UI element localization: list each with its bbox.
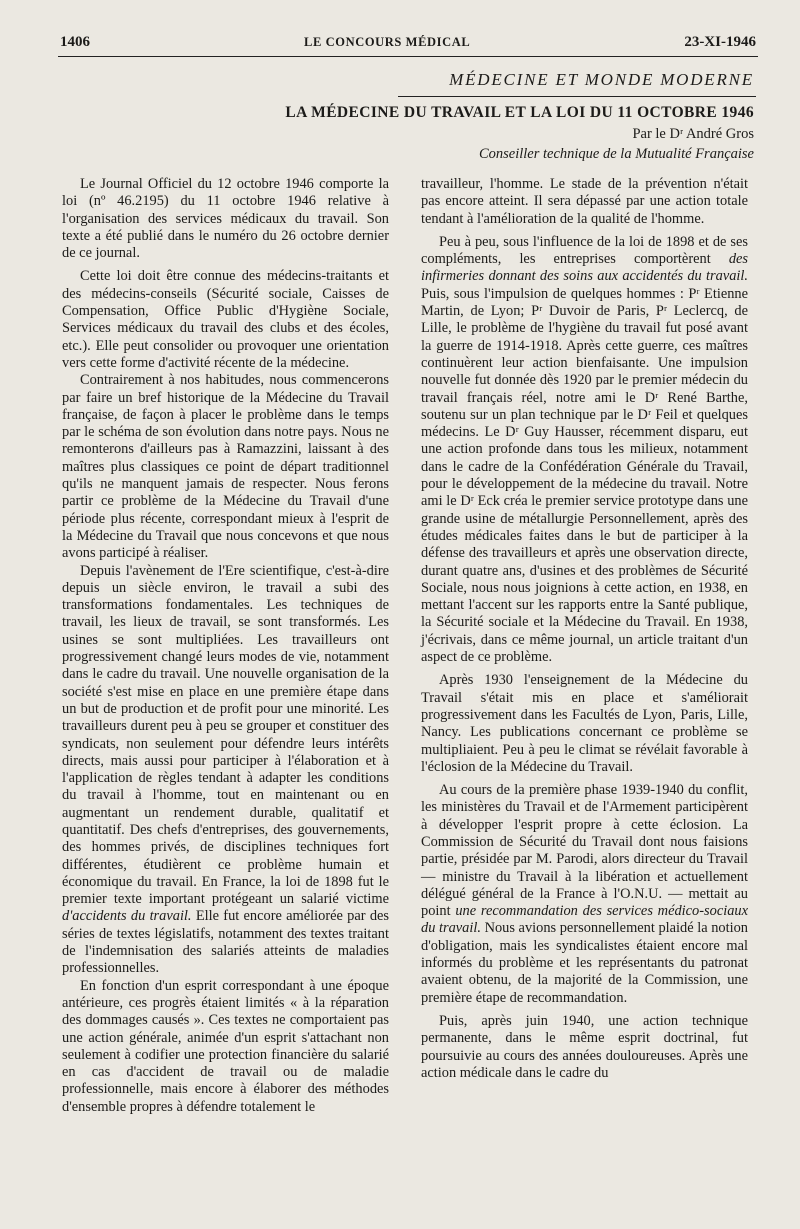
byline: Par le Dʳ André Gros: [632, 126, 754, 142]
paragraph: Cette loi doit être connue des médecins-traitants et des médecins-conseils (Sécurité sociale, Caisses de Compensation, Office Public d'Hygiène Sociale, Services médicaux du travail des clubs et des écoles, etc.). Elle peut consolider ou provoquer une orientation vers cette forme d'activité récente de la médecine.: [62, 268, 389, 371]
emphasis: des infirmeries donnant des soins aux accidentés du travail.: [421, 251, 748, 285]
paragraph: [421, 234, 748, 666]
paragraph: Après 1930 l'enseignement de la Médecine du Travail s'était mis en place et s'améliorait progressivement dans les Facultés de Lyon, Paris, Lille, Nancy. Les publications concernant ce problème se multipliaient. Peu à peu le climat se révélait favorable à l'éclosion de la Médecine du Travail.: [421, 672, 748, 775]
emphasis: une recommandation des services médico-sociaux du travail.: [421, 903, 748, 937]
paragraph: [421, 782, 748, 1007]
page-number: 1406: [60, 34, 90, 50]
section-rule: [398, 96, 756, 97]
text-run: Puis, sous l'impulsion de quelques hommes : Pʳ Etienne Martin, de Lyon; Pʳ Duvoir de Paris, Pʳ Leclercq, de Lille, le problème de l'hygiène du travail fut posé avant la guerre de 1914-1918. Après cette guerre, ces maîtres continuèrent leur action bienfaisante. Une impulsion nouvelle fut donnée dès 1920 par le premier médecin du travail français réel, notre ami le Dʳ René Barthe, soutenu sur un plan technique par le Dʳ Feil et quelques médecins. Le Dʳ Guy Hausser, récemment disparu, eut une action profonde dans tous les milieux, notamment dans le cadre de la Confédération Générale du Travail, pour le développement de la médecine du travail. Notre ami le Dʳ Eck créa le premier service prototype dans une grande usine de métallurgie Personnellement, après des études médicales faites dans le but de participer à la défense des travailleurs et après une observation directe, durant quatre ans, d'usines et des problèmes de Sécurité Sociale, nous nous joignions à cette action, en 1938, en mettant l'accent sur les rapports entre la Santé publique, la Sécurité sociale et la Médecine du Travail. En 1938, j'écrivais, dans ce même journal, un article traitant d'un aspect de ce problème.: [421, 285, 748, 666]
article-title: LA MÉDECINE DU TRAVAIL ET LA LOI DU 11 OCTOBRE 1946: [285, 104, 754, 121]
paragraph: [62, 563, 389, 978]
paragraph: Contrairement à nos habitudes, nous commencerons par faire un bref historique de la Médecine du Travail française, de façon à placer le problème dans le temps par le schéma de son évolution dans notre pays. Nous ne remonterons d'ailleurs pas à Ramazzini, laissant à des maîtres plus classiques ce point de départ traditionnel qu'ils ne manquent jamais de respecter. Nous ferons partir ce problème de la Médecine du Travail d'une période plus récente, correspondant mieux à l'esprit de la Médecine du Travail que nous concevons et que nous avons participé à réaliser.: [62, 372, 389, 562]
text-run: Depuis l'avènement de l'Ere scientifique, c'est-à-dire depuis un siècle environ, le travail a subi des transformations fondamentales. Les techniques de travail, les lieux de travail, se sont transformés. Les usines se sont multipliées. Les travailleurs ont progressivement changé leurs modes de vie, notamment dans le cadre du travail. Une nouvelle organisation de la société s'est mise en place en une première étape dans un but de production et de profit pour une minorité. Les travailleurs durent peu à peu se grouper et constituer des syndicats, non seulement pour défendre leurs intérêts directs, mais aussi pour participer à l'élaboration et à l'application de règles tendant à adapter les conditions du travail à l'homme, tout en maintenant ou en augmentant un rendement durable, qualitatif et quantitatif. Des chefs d'entreprises, des gouvernements, des hommes privés, de disciplines techniques fort différentes, étudièrent ce problème humain et économique du travail. En France, la loi de 1898 fut le premier texte important protégeant un salarié victime: [62, 562, 389, 908]
paragraph: travailleur, l'homme. Le stade de la prévention n'était pas encore atteint. Il sera dépassé par une action totale tendant à l'amélioration de la qualité de l'homme.: [421, 176, 748, 227]
text-run: Au cours de la première phase 1939-1940 du conflit, les ministères du Travail et de l'Armement participèrent à développer l'esprit propre à cette éclosion. La Commission de Sécurité du Travail dont nous faisions partie, présidée par M. Parodi, alors directeur du Travail — ministre du Travail à la libération et actuellement délégué général de la France à l'O.N.U. — mettait au point: [421, 782, 748, 920]
text-run: Peu à peu, sous l'influence de la loi de 1898 et de ses compléments, les entreprises comportèrent: [421, 233, 748, 268]
author-role: Conseiller technique de la Mutualité Française: [478, 146, 754, 162]
issue-date: 23-XI-1946: [684, 34, 756, 50]
paragraph: En fonction d'un esprit correspondant à une époque antérieure, ces progrès étaient limités « à la réparation des dommages causés ». Ces textes ne comportaient pas une action générale, animée d'un esprit s'attachant non seulement à codifier une protection financière du salarié en cas d'accident de travail ou de maladie professionnelle, mais encore à élaborer des méthodes d'ensemble propres à défendre totalement le: [62, 977, 389, 1115]
section-title: MÉDECINE ET MONDE MODERNE: [449, 70, 754, 89]
text-run: Elle fut encore améliorée par des séries de textes législatifs, notamment des textes traitant de l'indemnisation des salariés atteints de maladies professionnelles.: [62, 908, 389, 977]
right-column: [421, 176, 748, 1088]
left-column: [62, 176, 389, 1116]
journal-title: LE CONCOURS MÉDICAL: [304, 35, 471, 49]
paragraph: Le Journal Officiel du 12 octobre 1946 comporte la loi (nº 46.2195) du 11 octobre 1946 relative à l'organisation des services médicaux du travail. Son texte a été publié dans le numéro du 26 octobre dernier de ce journal.: [62, 176, 389, 262]
header-rule: [58, 56, 758, 57]
text-run: Nous avions personnellement plaidé la notion d'obligation, mais les syndicalistes étaient encore mal informés du problème et les représentants du patronat avaient obtenu, de la majorité de la Commission, une première étape de recommandation.: [421, 920, 748, 1006]
running-header: [60, 34, 756, 54]
emphasis: d'accidents du travail.: [62, 908, 192, 925]
paragraph: Puis, après juin 1940, une action technique permanente, dans le même esprit doctrinal, fut poursuivie au cours des années douloureuses. Après une action médicale dans le cadre du: [421, 1012, 748, 1081]
